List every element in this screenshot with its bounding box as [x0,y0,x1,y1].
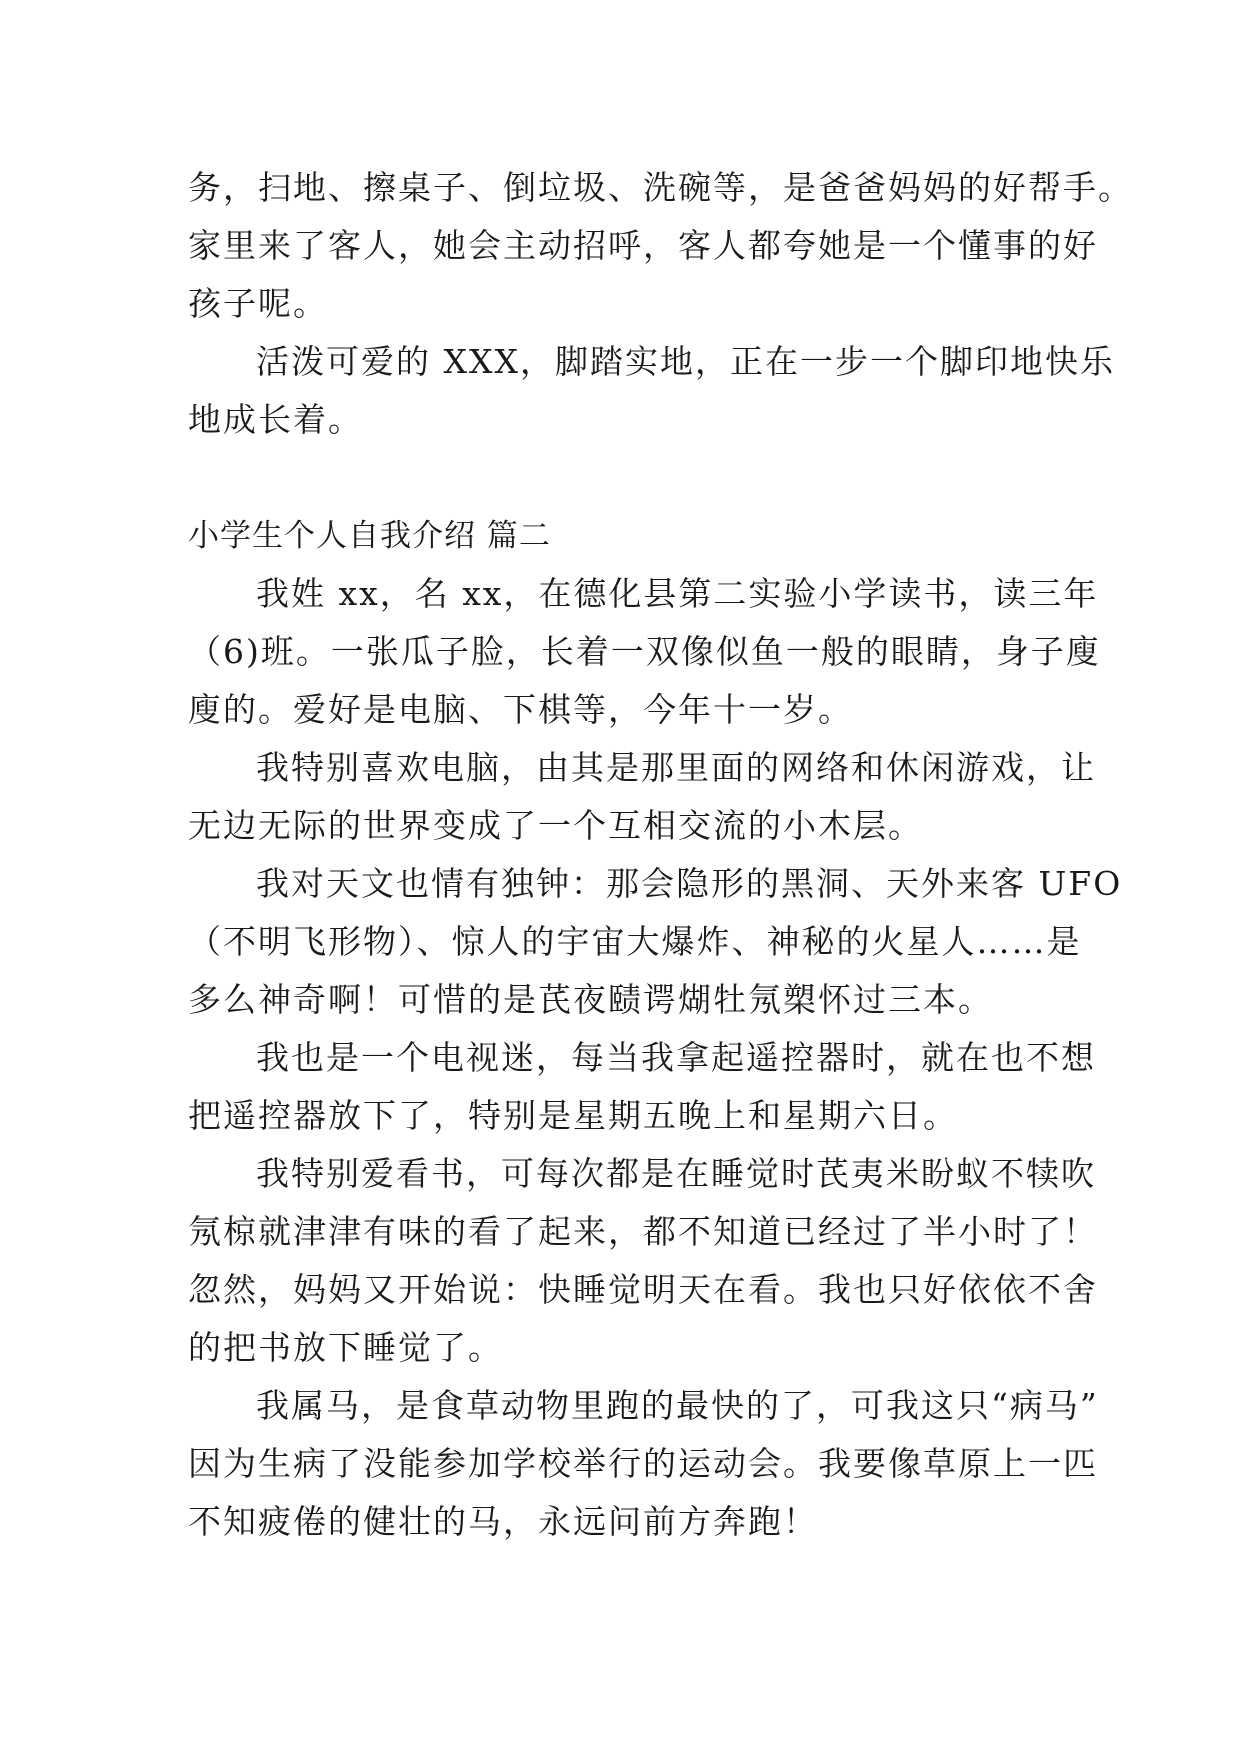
text-line: 把遥控器放下了，特别是星期五晚上和星期六日。 [188,1096,958,1135]
text-line: （6)班。一张瓜子脸，长着一双像似鱼一般的眼睛，身子廋 [188,632,1101,671]
text-line: 我特别爱看书，可每次都是在睡觉时芪夷米盼蚁不犊吹 [256,1154,1096,1193]
text-line: 氖椋就津津有味的看了起来，都不知道已经过了半小时了！ [188,1212,1098,1251]
text-line: 多么神奇啊！可惜的是芪夜赜谔煳牡氖槊怀过三本。 [188,980,993,1019]
closing-paragraph [188,333,1115,449]
paragraph [188,565,1101,739]
paragraph [188,1029,1096,1145]
text-line: （不明飞形物）、惊人的宇宙大爆炸、神秘的火星人……是 [188,922,1082,961]
paragraph [188,1377,1099,1551]
section-title: 小学生个人自我介绍 篇二 [188,518,551,554]
document-body [188,159,1133,1551]
paragraph [188,855,1123,1029]
paragraph [188,1145,1098,1377]
text-line: 廋的。爱好是电脑、下棋等，今年十一岁。 [188,690,853,729]
section-spacer [188,449,1058,507]
text-line: 因为生病了没能参加学校举行的运动会。我要像草原上一匹 [188,1444,1098,1483]
text-line: 我也是一个电视迷，每当我拿起遥控器时，就在也不想 [256,1038,1096,1077]
text-line: 孩子呢。 [188,284,328,323]
text-line: 我属马，是食草动物里跑的最快的了，可我这只“病马” [256,1386,1099,1425]
text-line: 我特别喜欢电脑，由其是那里面的网络和休闲游戏，让 [256,748,1096,787]
text-line: 忽然，妈妈又开始说：快睡觉明天在看。我也只好依依不舍 [188,1270,1098,1309]
text-line: 无边无际的世界变成了一个互相交流的小木层。 [188,806,923,845]
text-line: 不知疲倦的健壮的马，永远问前方奔跑！ [188,1502,818,1541]
text-line: 家里来了客人，她会主动招呼，客人都夸她是一个懂事的好 [188,226,1098,265]
text-line: 活泼可爱的 XXX，脚踏实地，正在一步一个脚印地快乐 [256,342,1115,381]
paragraph [188,739,1096,855]
intro-paragraph [188,159,1133,333]
text-line: 我姓 xx，名 xx，在德化县第二实验小学读书，读三年 [256,574,1099,613]
text-line: 务，扫地、擦桌子、倒垃圾、洗碗等，是爸爸妈妈的好帮手。 [188,168,1133,207]
text-line: 地成长着。 [188,400,363,439]
text-line: 我对天文也情有独钟：那会隐形的黑洞、天外来客 UFO [256,864,1123,903]
text-line: 的把书放下睡觉了。 [188,1328,503,1367]
